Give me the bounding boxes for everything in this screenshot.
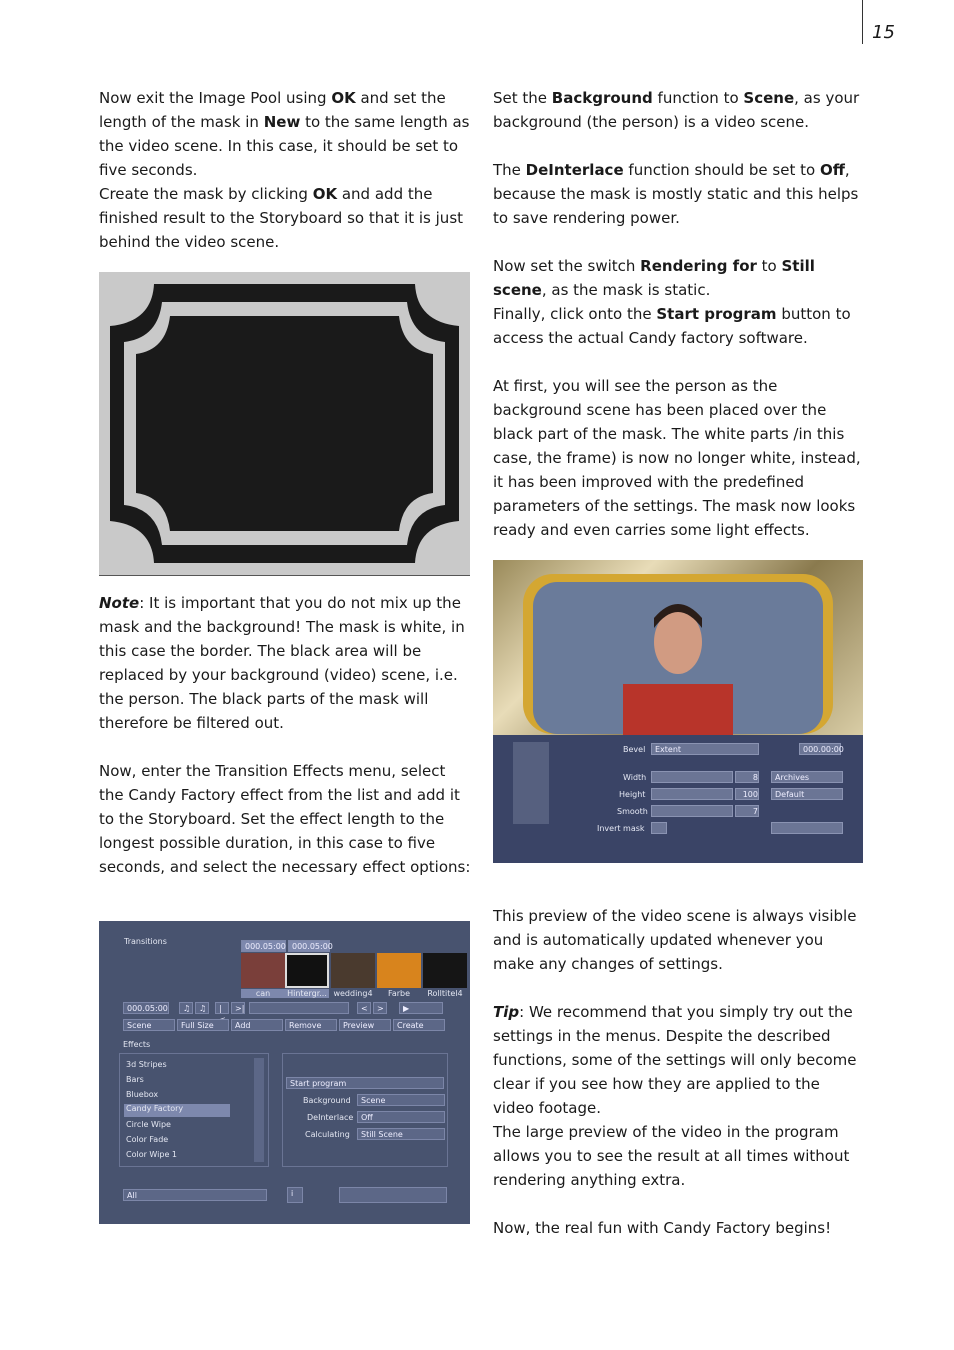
width-label: Width: [623, 773, 647, 782]
left-paragraph-2: Create the mask by clicking OK and add the finished result to the Storyboard so that it is just behind the video scene.: [99, 185, 464, 251]
default-button[interactable]: Default: [771, 788, 843, 800]
person-figure: [623, 588, 733, 735]
candy-toolbar-icons[interactable]: [771, 822, 843, 834]
clip-thumb-rolltitel[interactable]: [423, 953, 467, 988]
smooth-slider[interactable]: [651, 805, 733, 817]
right-paragraph-6: This preview of the video scene is always visible and is automatically updated whenever you make any changes of settings.: [493, 907, 857, 973]
duration-field[interactable]: 000.05:00: [123, 1002, 169, 1014]
toolbar-icons[interactable]: [339, 1187, 447, 1203]
height-value: 100: [735, 788, 759, 800]
bevel-label: Bevel: [623, 745, 646, 754]
effect-item[interactable]: Color Wipe 1: [126, 1150, 178, 1159]
music-icon-2[interactable]: ♫: [195, 1002, 209, 1014]
tool-buttons[interactable]: [513, 742, 549, 824]
right-column-bottom: [493, 904, 865, 1240]
archives-button[interactable]: Archives: [771, 771, 843, 783]
clip-thumb-wedding[interactable]: [331, 953, 375, 988]
calculating-label: Calculating: [305, 1130, 350, 1139]
left-column-middle: [99, 591, 471, 879]
invert-mask-toggle[interactable]: [651, 822, 667, 834]
height-slider[interactable]: [651, 788, 733, 800]
add-button[interactable]: Add: [231, 1019, 283, 1031]
clip-thumb-can[interactable]: [241, 953, 285, 988]
effect-item-selected[interactable]: Candy Factory: [124, 1104, 230, 1117]
background-label: Background: [303, 1096, 351, 1105]
page-number-rule: [862, 0, 863, 44]
right-column-top: [493, 86, 865, 542]
info-icon[interactable]: i: [287, 1187, 303, 1203]
filter-select[interactable]: All: [123, 1189, 267, 1201]
skip-end-icon[interactable]: >|: [231, 1002, 245, 1014]
effect-item[interactable]: Circle Wipe: [126, 1120, 171, 1129]
effects-scrollbar[interactable]: [254, 1058, 264, 1162]
clip-thumb-farbe[interactable]: [377, 953, 421, 988]
left-paragraph-1: Now exit the Image Pool using OK and set the length of the mask in New to the same length as the video scene. In this case, it should be set to five seconds.: [99, 89, 470, 179]
deinterlace-label: DeInterlace: [307, 1113, 354, 1122]
prev-icon[interactable]: <: [357, 1002, 371, 1014]
smooth-label: Smooth: [617, 807, 648, 816]
clip-label-2: Hintergr...: [285, 989, 329, 998]
deinterlace-select[interactable]: Off: [357, 1111, 445, 1123]
note-paragraph: Note: It is important that you do not mix up the mask and the background! The mask is white, in this case the border. The black area will be replaced by your background (video) scene, i.e. the person. The black parts of the mask will therefore be filtered out.: [99, 594, 465, 732]
effect-item[interactable]: Color Fade: [126, 1135, 169, 1144]
height-label: Height: [619, 790, 646, 799]
effects-list: [119, 1053, 269, 1167]
left-column-top: [99, 86, 471, 254]
transitions-title: Transitions: [124, 937, 167, 946]
full-size-button[interactable]: Full Size: [177, 1019, 229, 1031]
candy-factory-preview: [493, 560, 863, 863]
right-paragraph-7: The large preview of the video in the program allows you to see the result at all times without rendering anything extra.: [493, 1123, 850, 1189]
page-number: 15: [872, 22, 895, 43]
tip-paragraph: Tip: We recommend that you simply try out the settings in the menus. Despite the described functions, some of the settings will only become clear if you see how they are applied to the video footage.: [493, 1003, 857, 1117]
right-paragraph-8: Now, the real fun with Candy Factory begins!: [493, 1219, 832, 1237]
create-button[interactable]: Create: [393, 1019, 445, 1031]
right-paragraph-4: Finally, click onto the Start program button to access the actual Candy factory software.: [493, 305, 851, 347]
time-field[interactable]: 000.00:00: [799, 743, 841, 755]
options-panel: [282, 1053, 448, 1167]
effect-item[interactable]: Bluebox: [126, 1090, 159, 1099]
effect-item[interactable]: Bars: [126, 1075, 144, 1084]
smooth-value: 7: [735, 805, 759, 817]
effects-label: Effects: [123, 1040, 151, 1049]
right-paragraph-3: Now set the switch Rendering for to Still scene, as the mask is static.: [493, 257, 815, 299]
next-icon[interactable]: >: [373, 1002, 387, 1014]
width-value: 8: [735, 771, 759, 783]
calculating-select[interactable]: Still Scene: [357, 1128, 445, 1140]
clip-label-1: can: [241, 989, 285, 998]
right-paragraph-1: Set the Background function to Scene, as your background (the person) is a video scene.: [493, 89, 860, 131]
clip-time-1: 000.05:00: [241, 940, 286, 952]
preview-button[interactable]: Preview: [339, 1019, 391, 1031]
clip-label-3: wedding4: [333, 989, 373, 998]
width-slider[interactable]: [651, 771, 733, 783]
bevel-select[interactable]: Extent: [651, 743, 759, 755]
left-paragraph-3: Now, enter the Transition Effects menu, select the Candy Factory effect from the list and add it to the Storyboard. Set the effect length to the longest possible duration, in this case to five seconds, and select the necessary effect options:: [99, 762, 471, 876]
clip-time-2: 000.05:00: [288, 940, 330, 952]
play-icon[interactable]: ▶: [399, 1002, 443, 1014]
clip-label-4: Farbe: [387, 989, 411, 998]
music-icon[interactable]: ♫: [179, 1002, 193, 1014]
skip-start-icon[interactable]: |: [215, 1002, 229, 1014]
right-paragraph-2: The DeInterlace function should be set to Off, because the mask is mostly static and this helps to save rendering power.: [493, 161, 859, 227]
invert-mask-label: Invert mask: [597, 824, 645, 833]
right-paragraph-5: At first, you will see the person as the background scene has been placed over the black part of the mask. The white parts /in this case, the frame) is now no longer white, instead, it has been improved with the predefined parameters of the settings. The mask now looks ready and even carries some light effects.: [493, 377, 861, 539]
background-select[interactable]: Scene: [357, 1094, 445, 1106]
clip-label-5: Rolltitel4: [427, 989, 463, 998]
clip-thumb-mask[interactable]: [285, 953, 329, 988]
transitions-screenshot: [99, 921, 470, 1224]
remove-button[interactable]: Remove: [285, 1019, 337, 1031]
timeline-slider[interactable]: [249, 1002, 349, 1014]
scene-button[interactable]: Scene: [123, 1019, 175, 1031]
mask-image: [99, 272, 470, 576]
effect-item[interactable]: 3d Stripes: [126, 1060, 167, 1069]
start-program-button[interactable]: Start program: [286, 1077, 444, 1089]
